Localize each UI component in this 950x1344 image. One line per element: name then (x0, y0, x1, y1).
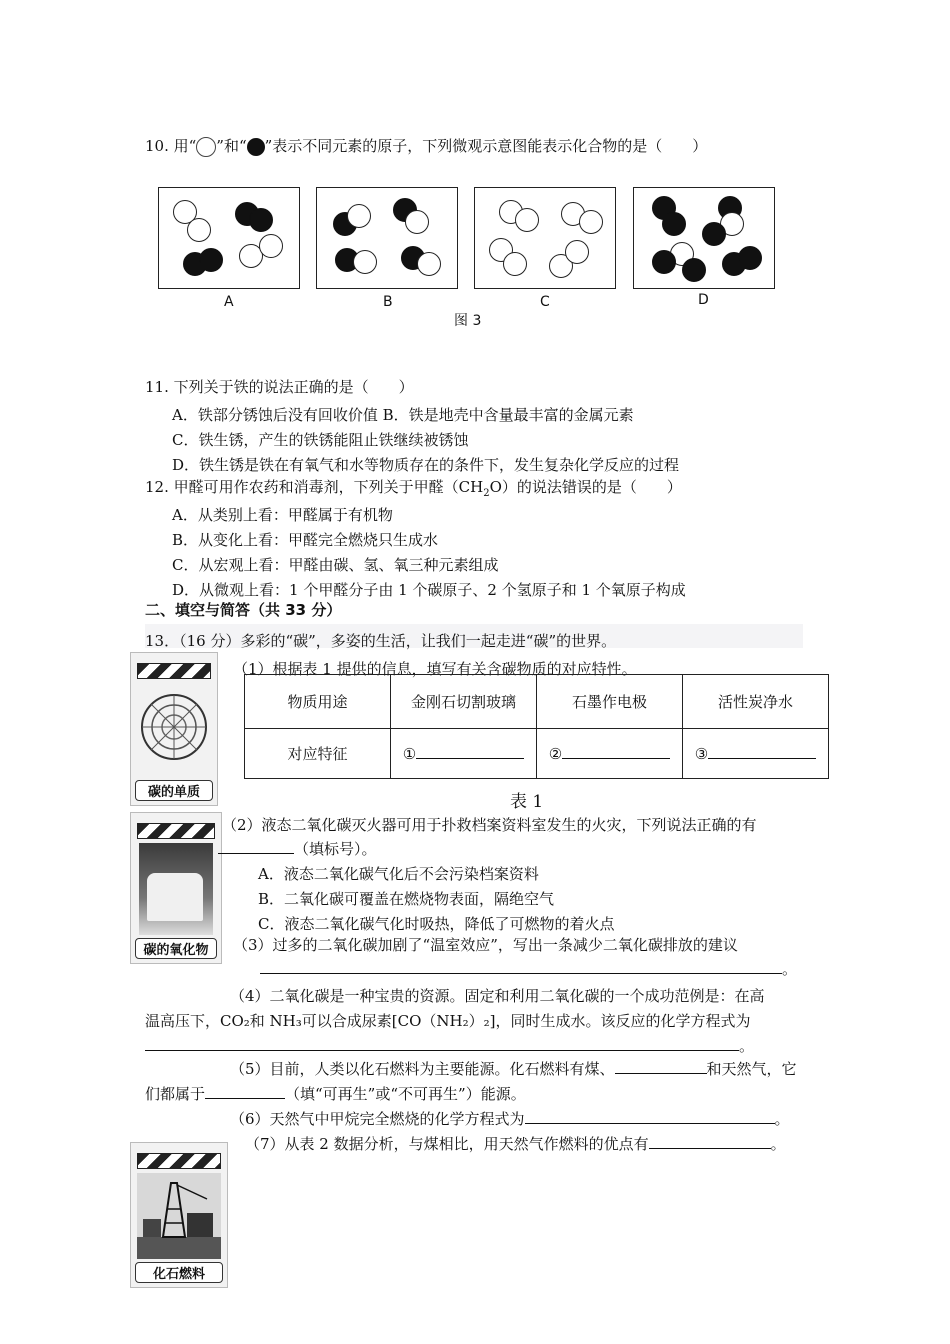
q13-part2-option-c: C．液态二氧化碳气化时吸热，降低了可燃物的着火点 (258, 915, 615, 933)
q12-option-c: C．从宏观上看：甲醛由碳、氢、氧三种元素组成 (172, 556, 499, 574)
q12-option-a: A．从类别上看：甲醛属于有机物 (172, 506, 393, 524)
table-cell: 物质用途 (245, 675, 391, 729)
fullerene-icon (139, 687, 209, 767)
q11-option-c: C．铁生锈，产生的铁锈能阻止铁继续被锈蚀 (172, 431, 469, 449)
q13-part1: （1）根据表 1 提供的信息，填写有关含碳物质的对应特性。 (233, 660, 637, 678)
table-cell: 活性炭净水 (683, 675, 829, 729)
fig-box-a (158, 187, 300, 289)
fig-box-c (474, 187, 616, 289)
q13-part2-answer: （填标号）。 (218, 838, 377, 859)
q13-part3: （3）过多的二氧化碳加剧了“温室效应”，写出一条减少二氧化碳排放的建议 (233, 936, 738, 954)
answer-blank-5a[interactable] (615, 1059, 707, 1074)
table-cell: 石墨作电极 (537, 675, 683, 729)
clapper-icon (137, 1153, 221, 1169)
carbon-oxide-image (130, 812, 222, 964)
figure-caption: 图 3 (454, 313, 482, 329)
q11-option-d: D．铁生锈是铁在有氧气和水等物质存在的条件下，发生复杂化学反应的过程 (172, 456, 680, 474)
fig-label-c: C (540, 294, 550, 310)
fossil-fuel-image (130, 1142, 228, 1288)
q12-option-b: B．从变化上看：甲醛完全燃烧只生成水 (172, 531, 439, 549)
fig-label-a: A (224, 294, 234, 310)
black-atom-icon (247, 138, 265, 156)
q13-part5-line1: （5）目前，人类以化石燃料为主要能源。化石燃料有煤、 和天然气，它 (230, 1060, 797, 1078)
table-caption: 表 1 (510, 792, 544, 812)
table-1 (244, 674, 829, 779)
white-atom-icon (196, 137, 216, 157)
carbon-element-image (130, 652, 218, 806)
q13-part7: （7）从表 2 数据分析，与煤相比，用天然气作燃料的优点有 。 (245, 1135, 786, 1153)
q12-stem: 12. 甲醛可用作农药和消毒剂，下列关于甲醛$(CH_2O)$的说法错误的是（ ） (145, 478, 682, 499)
side-label-carbon-element: 碳的单质 (135, 780, 213, 801)
table-row-features (245, 729, 829, 779)
answer-blank-7[interactable] (649, 1134, 771, 1149)
q13-part6: （6）天然气中甲烷完全燃烧的化学方程式为 。 (230, 1110, 790, 1128)
fig-label-d: D (698, 292, 709, 308)
answer-blank-4[interactable] (145, 1036, 739, 1051)
q11-option-ab: A．铁部分锈蚀后没有回收价值 B．铁是地壳中含量最丰富的金属元素 (172, 406, 634, 424)
q13-part4-line1: （4）二氧化碳是一种宝贵的资源。固定和利用二氧化碳的一个成功范例是：在高 (230, 987, 765, 1005)
side-label-carbon-oxide: 碳的氧化物 (135, 938, 217, 959)
q13-part3-answer: 。 (260, 958, 797, 979)
table-cell: 金刚石切割玻璃 (391, 675, 537, 729)
q13-stem: 13．（16 分）多彩的“碳”，多姿的生活，让我们一起走进“碳”的世界。 (145, 632, 617, 650)
answer-blank-2[interactable] (218, 839, 294, 854)
fig-box-b (316, 187, 458, 289)
oil-platform-icon (137, 1173, 221, 1259)
section-heading: 二、填空与简答（共 33 分） (145, 601, 342, 619)
q13-part2: （2）液态二氧化碳灭火器可用于扑救档案资料室发生的火灾，下列说法正确的有 (222, 816, 757, 834)
answer-blank-5b[interactable] (205, 1084, 285, 1099)
q13-part2-option-b: B．二氧化碳可覆盖在燃烧物表面，隔绝空气 (258, 890, 555, 908)
q13-part4-answer: 。 (145, 1035, 754, 1056)
fig-box-d (633, 187, 775, 289)
q11-stem: 11. 下列关于铁的说法正确的是（ ） (145, 378, 414, 396)
q13-part2-option-a: A．液态二氧化碳气化后不会污染档案资料 (258, 865, 539, 883)
q13-part4-line2: 温高压下，CO₂和 NH₃可以合成尿素[CO（NH₂）₂]，同时生成水。该反应的化学方程式为 (145, 1012, 751, 1030)
table-row-uses (245, 675, 829, 729)
side-label-fossil-fuel: 化石燃料 (135, 1262, 223, 1283)
answer-cell-3[interactable]: ③ (683, 729, 829, 779)
answer-blank-6[interactable] (525, 1109, 775, 1124)
fig-label-b: B (383, 294, 393, 310)
answer-cell-2[interactable]: ② (537, 729, 683, 779)
dry-ice-block (147, 873, 203, 921)
q12-option-d: D．从微观上看：1 个甲醛分子由 1 个碳原子、2 个氢原子和 1 个氧原子构成 (172, 581, 686, 599)
answer-cell-1[interactable]: ① (391, 729, 537, 779)
clapper-icon (137, 823, 215, 839)
answer-blank-3[interactable] (260, 959, 782, 974)
q10-stem: 10. 用“ ”和“ ”表示不同元素的原子，下列微观示意图能表示化合物的是（ ） (145, 137, 708, 155)
q13-part5-line2: 们都属于 （填“可再生”或“不可再生”）能源。 (145, 1085, 526, 1103)
table-cell: 对应特征 (245, 729, 391, 779)
clapper-icon (137, 663, 211, 679)
